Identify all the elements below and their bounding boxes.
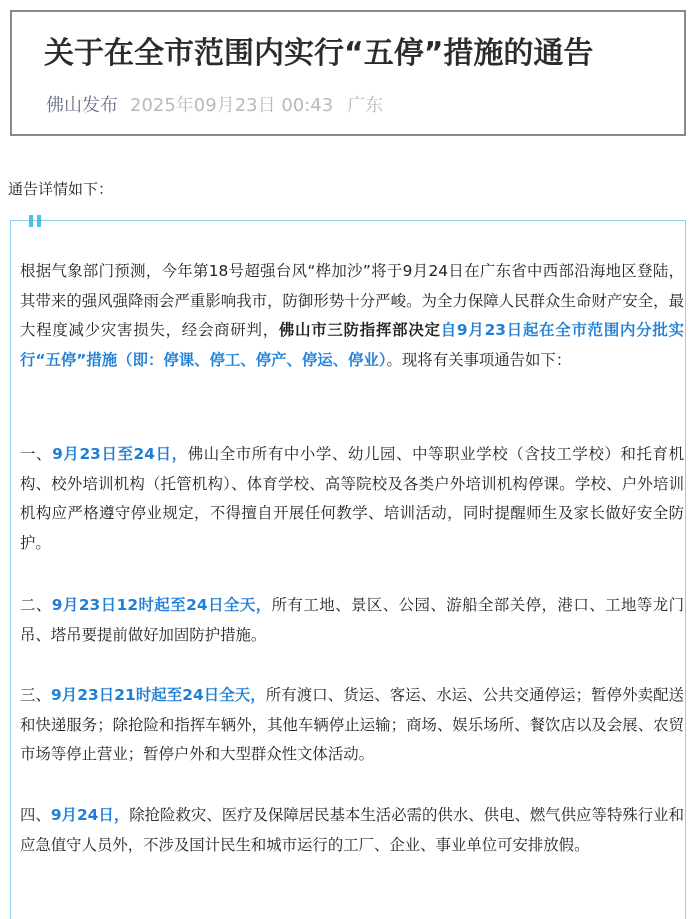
- item-text: 所有渡口、货运、客运、水运、公共交通停运；暂停外卖配送和快递服务；除抢险和指挥车辆外，其他车辆停止运输；商场、娱乐场所、餐饮店以及会展、农贸市场等停止营业；暂停户外和大型群众性文体活动。: [20, 686, 684, 763]
- quote-mark-icon: [29, 215, 43, 227]
- intro-bold-text: 佛山市三防指挥部决定: [278, 321, 441, 339]
- item-highlight-date: 9月23日至24日，: [52, 445, 188, 463]
- notice-item-4: [20, 801, 684, 860]
- item-text: 所有工地、景区、公园、游船全部关停，港口、工地等龙门吊、塔吊要提前做好加固防护措施。: [20, 596, 684, 644]
- notice-item-3: [20, 681, 684, 770]
- article-title: 关于在全市范围内实行“五停”措施的通告: [44, 36, 594, 71]
- notice-content-box: [10, 220, 686, 919]
- article-header: [10, 10, 686, 136]
- item-prefix: 一、: [20, 445, 53, 463]
- item-text: 佛山全市所有中小学、幼儿园、中等职业学校（含技工学校）和托育机构、校外培训机构（托管机构）、体育学校、高等院校及各类户外培训机构停课。学校、户外培训机构应严格遵守停业规定，不得擅自开展任何教学、培训活动，同时提醒师生及家长做好安全防护。: [20, 445, 684, 552]
- item-highlight-date: 9月23日21时起至24日全天，: [50, 686, 266, 704]
- article-meta: [46, 94, 383, 118]
- item-prefix: 二、: [20, 596, 52, 614]
- article-timestamp: 2025年09月23日 00:43: [130, 95, 334, 116]
- article-region: 广东: [347, 95, 384, 116]
- intro-label: 通告详情如下：: [8, 180, 114, 198]
- notice-item-1: [20, 440, 684, 558]
- article-source-link[interactable]: 佛山发布: [46, 95, 118, 116]
- intro-text-end: 。现将有关事项通告如下：: [386, 350, 572, 369]
- item-prefix: 四、: [20, 806, 51, 824]
- intro-highlight-text: 自9月23日起在全市范围内分批实行“五停”措施（即：停课、停工、停产、停运、停业）: [20, 321, 684, 369]
- notice-item-2: [20, 591, 684, 650]
- intro-text: 根据气象部门预测，今年第18号超强台风“桦加沙”将于9月24日在广东省中西部沿海地区登陆，其带来的强风强降雨会严重影响我市，防御形势十分严峻。为全力保障人民群众生命财产安全，最大程度减少灾害损失，经会商研判，: [20, 262, 684, 339]
- item-highlight-date: 9月24日，: [50, 806, 130, 824]
- notice-intro-paragraph: [20, 257, 684, 375]
- item-text: 除抢险救灾、医疗及保障居民基本生活必需的供水、供电、燃气供应等特殊行业和应急值守人员外，不涉及国计民生和城市运行的工厂、企业、事业单位可安排放假。: [20, 806, 684, 854]
- item-highlight-date: 9月23日12时起至24日全天，: [51, 596, 272, 614]
- item-prefix: 三、: [20, 686, 51, 704]
